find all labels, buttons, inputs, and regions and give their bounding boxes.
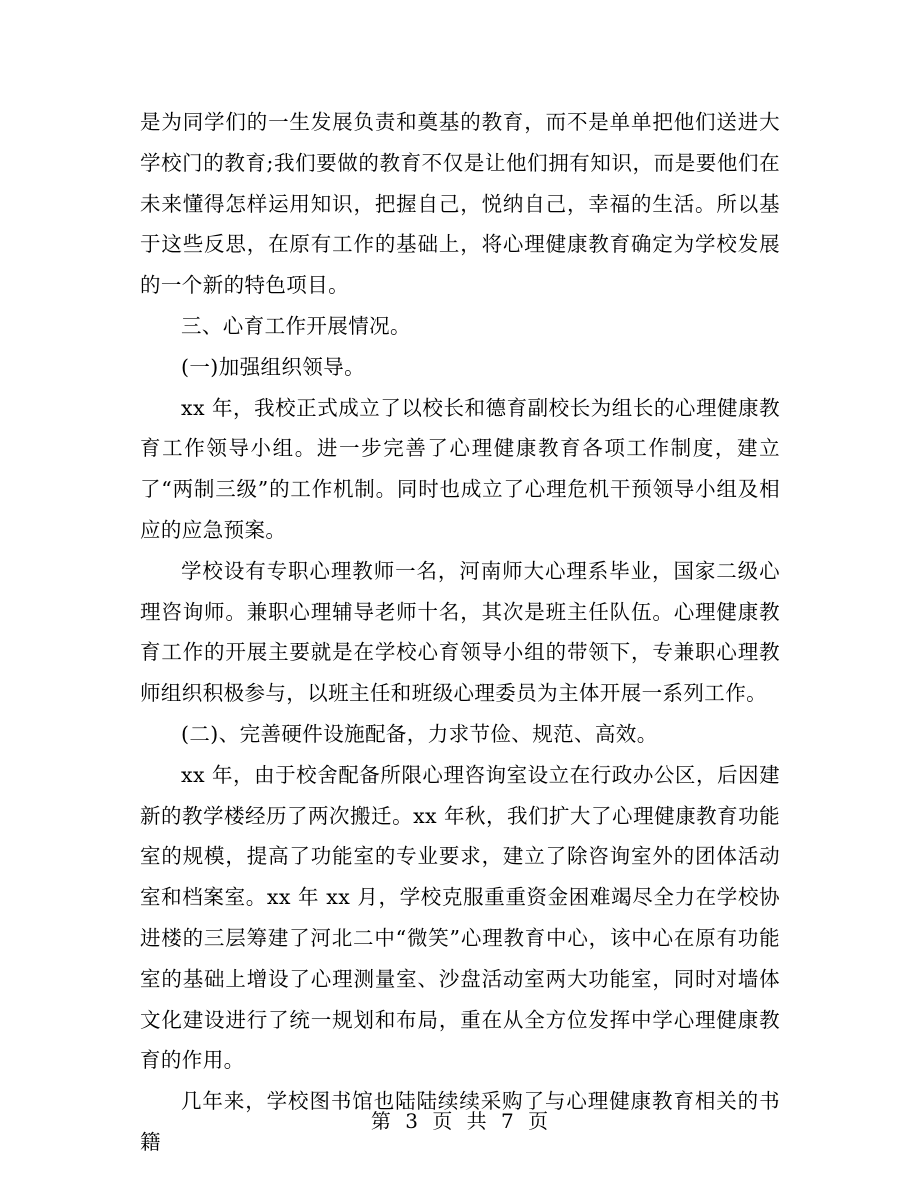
- paragraph-facilities: xx 年，由于校舍配备所限心理咨询室设立在行政办公区，后因建新的教学楼经历了两次搬迁。xx 年秋，我们扩大了心理健康教育功能室的规模，提高了功能室的专业要求，建立了除咨询室外的团体活动室和档案室。xx 年 xx 月，学校克服重重资金困难竭尽全力在学校协进楼的三层筹建了河北二中“微笑”心理教育中心，该中心在原有功能室的基础上增设了心理测量室、沙盘活动室两大功能室，同时对墙体文化建设进行了统一规划和布局，重在从全方位发挥中学心理健康教育的作用。: [140, 762, 780, 1073]
- page-footer: 第 3 页 共 7 页: [370, 1109, 550, 1133]
- paragraph-leadership-group: xx 年，我校正式成立了以校长和德育副校长为组长的心理健康教育工作领导小组。进一步完善了心理健康教育各项工作制度，建立了“两制三级”的工作机制。同时也成立了心理危机干预领导小组及相应的应急预案。: [140, 395, 780, 542]
- subheading-2: (二)、完善硬件设施配备，力求节俭、规范、高效。: [181, 721, 658, 746]
- section-heading-3: 三、心育工作开展情况。: [181, 313, 411, 338]
- paragraph-library: 几年来，学校图书馆也陆陆续续采购了与心理健康教育相关的书籍: [140, 1089, 780, 1154]
- paragraph-teachers: 学校设有专职心理教师一名，河南师大心理系毕业，国家二级心理咨询师。兼职心理辅导老师十名，其次是班主任队伍。心理健康教育工作的开展主要就是在学校心育领导小组的带领下，专兼职心理教师组织积极参与，以班主任和班级心理委员为主体开展一系列工作。: [140, 558, 780, 706]
- document-body: [140, 102, 780, 1163]
- subheading-1: (一)加强组织领导。: [181, 354, 365, 379]
- paragraph-continuation: 是为同学们的一生发展负责和奠基的教育，而不是单单把他们送进大学校门的教育;我们要做的教育不仅是让他们拥有知识，而是要他们在未来懂得怎样运用知识，把握自己，悦纳自己，幸福的生活。所以基于这些反思，在原有工作的基础上，将心理健康教育确定为学校发展的一个新的特色项目。: [140, 110, 780, 298]
